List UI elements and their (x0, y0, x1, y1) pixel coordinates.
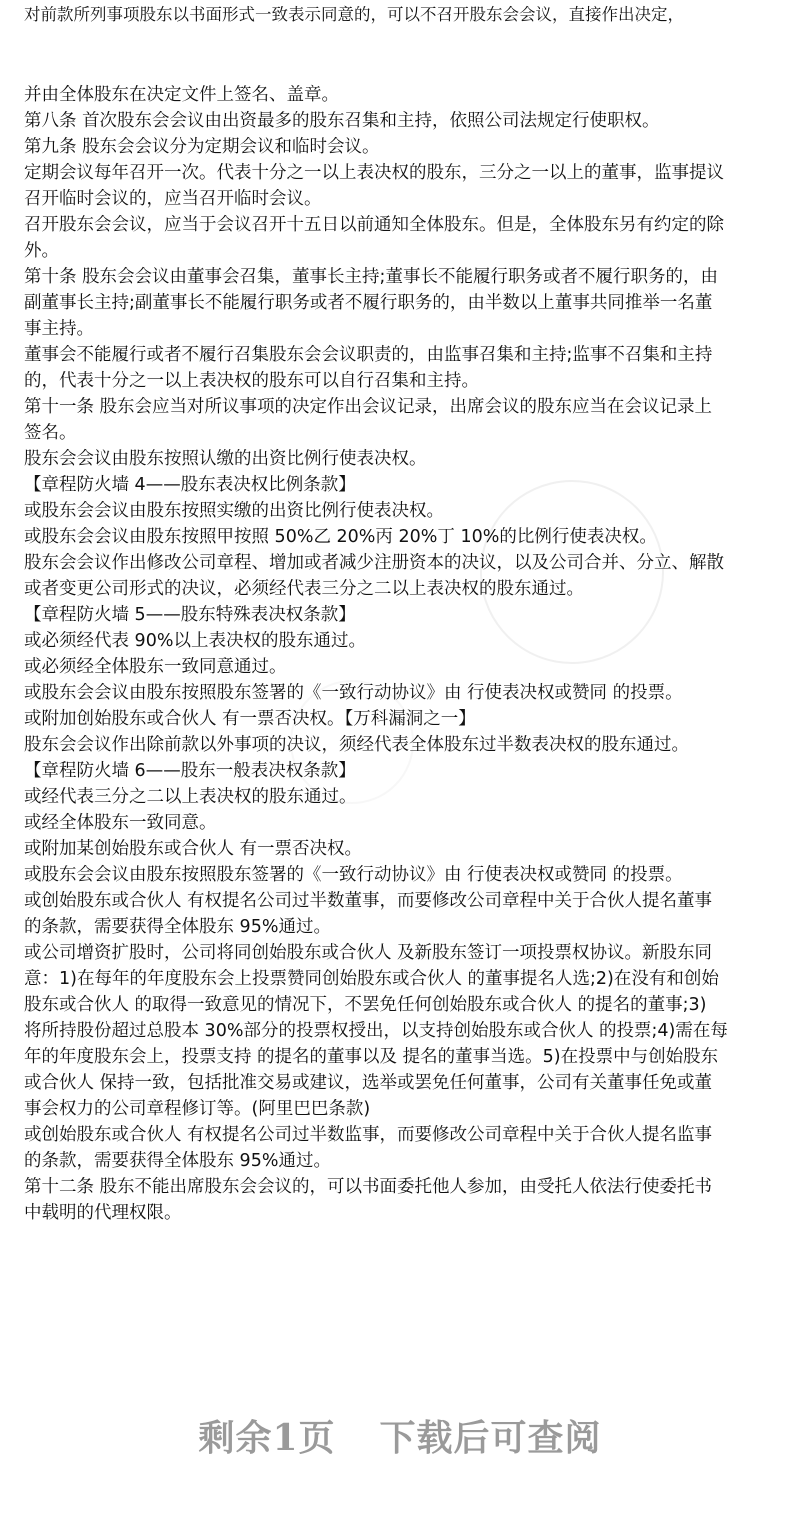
page-gap (24, 30, 780, 82)
document-line: 第八条 首次股东会会议由出资最多的股东召集和主持，依照公司法规定行使职权。 (24, 111, 660, 131)
download-to-view-label: 下载后可查阅 (379, 1417, 602, 1459)
document-line: 或附加创始股东或合伙人 有一票否决权。【万科漏洞之一】 (24, 709, 476, 729)
document-line: 副董事长主持;副董事长不能履行职务或者不履行职务的，由半数以上董事共同推举一名董 (24, 293, 713, 313)
document-line: 股东会会议作出修改公司章程、增加或者减少注册资本的决议，以及公司合并、分立、解散 (24, 553, 724, 573)
document-line: 召开股东会会议，应当于会议召开十五日以前通知全体股东。但是，全体股东另有约定的除 (24, 215, 724, 235)
document-line: 第十一条 股东会应当对所议事项的决定作出会议记录，出席会议的股东应当在会议记录上 (24, 397, 713, 417)
document-line: 的条款，需要获得全体股东 95%通过。 (24, 917, 331, 937)
document-line: 中载明的代理权限。 (24, 1203, 182, 1223)
document-line: 股东或合伙人 的取得一致意见的情况下，不罢免任何创始股东或合伙人 的提名的董事;3) (24, 995, 707, 1015)
document-line: 股东会会议作出除前款以外事项的决议，须经代表全体股东过半数表决权的股东通过。 (24, 735, 689, 755)
document-line: 或股东会会议由股东按照股东签署的《一致行动协议》由 行使表决权或赞同 的投票。 (24, 865, 683, 885)
document-line: 事主持。 (24, 319, 94, 339)
document-line: 或必须经全体股东一致同意通过。 (24, 657, 287, 677)
document-line: 或股东会会议由股东按照实缴的出资比例行使表决权。 (24, 501, 444, 521)
document-line: 或经代表三分之二以上表决权的股东通过。 (24, 787, 357, 807)
document-line: 【章程防火墙 5——股东特殊表决权条款】 (24, 605, 356, 625)
document-line: 第十条 股东会会议由董事会召集，董事长主持;董事长不能履行职务或者不履行职务的，由 (24, 267, 718, 287)
document-line: 定期会议每年召开一次。代表十分之一以上表决权的股东，三分之一以上的董事，监事提议 (24, 163, 724, 183)
document-line: 或经全体股东一致同意。 (24, 813, 217, 833)
document-body (24, 0, 780, 1226)
document-first-line: 对前款所列事项股东以书面形式一致表示同意的，可以不召开股东会会议，直接作出决定， (24, 5, 684, 24)
document-line: 签名。 (24, 423, 77, 443)
document-line: 【章程防火墙 4——股东表决权比例条款】 (24, 475, 356, 495)
document-line: 或者变更公司形式的决议，必须经代表三分之二以上表决权的股东通过。 (24, 579, 584, 599)
document-line: 或股东会会议由股东按照股东签署的《一致行动协议》由 行使表决权或赞同 的投票。 (24, 683, 683, 703)
document-line: 或创始股东或合伙人 有权提名公司过半数监事，而要修改公司章程中关于合伙人提名监事 (24, 1125, 713, 1145)
document-line: 或附加某创始股东或合伙人 有一票否决权。 (24, 839, 363, 859)
document-line: 第十二条 股东不能出席股东会会议的，可以书面委托他人参加，由受托人依法行使委托书 (24, 1177, 713, 1197)
document-line: 或创始股东或合伙人 有权提名公司过半数董事，而要修改公司章程中关于合伙人提名董事 (24, 891, 713, 911)
download-banner[interactable] (0, 1410, 800, 1470)
document-line: 的，代表十分之一以上表决权的股东可以自行召集和主持。 (24, 371, 479, 391)
document-line: 或合伙人 保持一致，包括批准交易或建议，选举或罢免任何董事，公司有关董事任免或董 (24, 1073, 713, 1093)
document-line: 股东会会议由股东按照认缴的出资比例行使表决权。 (24, 449, 427, 469)
document-line: 并由全体股东在决定文件上签名、盖章。 (24, 85, 339, 105)
document-line: 将所持股份超过总股本 30%部分的投票权授出，以支持创始股东或合伙人 的投票;4)需在每 (24, 1021, 728, 1041)
document-line: 第九条 股东会会议分为定期会议和临时会议。 (24, 137, 380, 157)
document-line: 或公司增资扩股时，公司将同创始股东或合伙人 及新股东签订一项投票权协议。新股东同 (24, 943, 713, 963)
document-line: 或股东会会议由股东按照甲按照 50%乙 20%丙 20%丁 10%的比例行使表决权。 (24, 527, 657, 547)
document-line: 外。 (24, 241, 59, 261)
document-line: 年的年度股东会上，投票支持 的提名的董事以及 提名的董事当选。5)在投票中与创始股东 (24, 1047, 719, 1067)
document-line: 召开临时会议的，应当召开临时会议。 (24, 189, 322, 209)
remaining-pages-label: 剩余1页 (198, 1417, 336, 1459)
document-line: 【章程防火墙 6——股东一般表决权条款】 (24, 761, 356, 781)
document-line: 意：1)在每年的年度股东会上投票赞同创始股东或合伙人 的董事提名人选;2)在没有和创始 (24, 969, 719, 989)
document-line: 董事会不能履行或者不履行召集股东会会议职责的，由监事召集和主持;监事不召集和主持 (24, 345, 713, 365)
document-line: 或必须经代表 90%以上表决权的股东通过。 (24, 631, 366, 651)
document-lines (24, 82, 780, 1226)
document-line: 的条款，需要获得全体股东 95%通过。 (24, 1151, 331, 1171)
document-line: 事会权力的公司章程修订等。(阿里巴巴条款) (24, 1099, 371, 1119)
